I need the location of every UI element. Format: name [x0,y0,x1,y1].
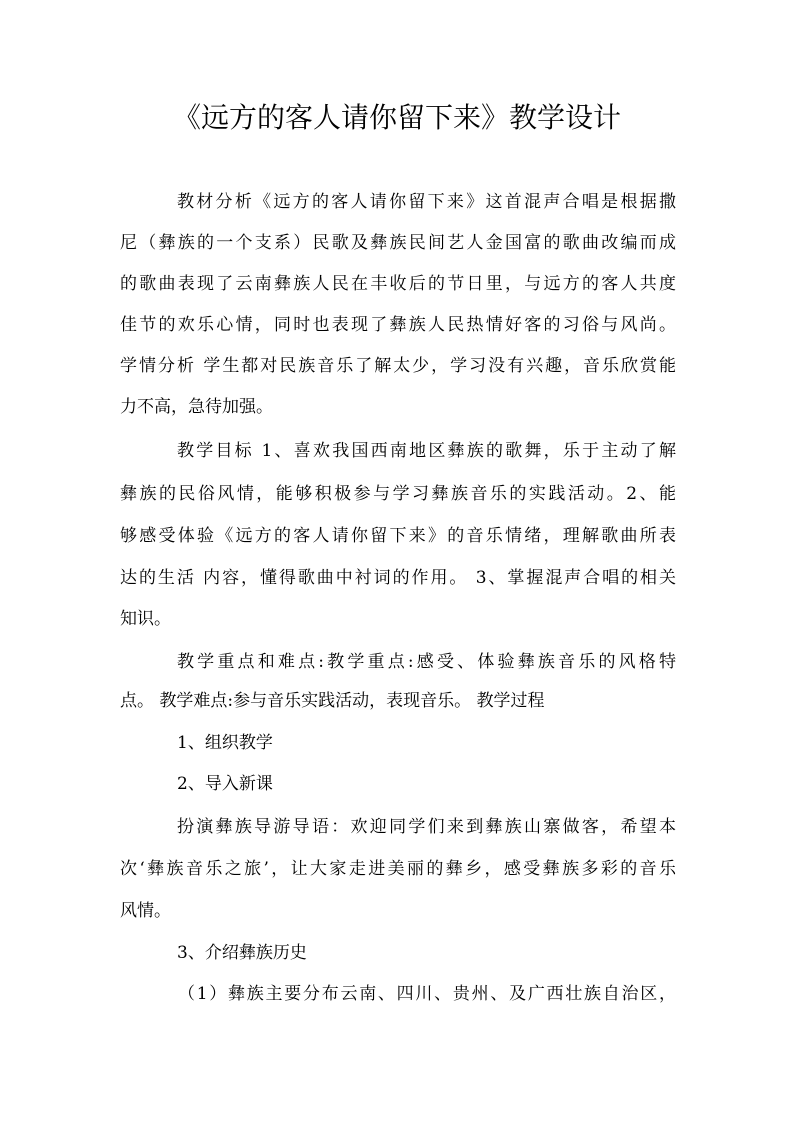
paragraph-line: 教材分析《远方的客人请你留下来》这首混声合唱是根据撒 [177,192,676,212]
paragraph-line: 达的生活 内容，懂得歌曲中衬词的作用。 3、掌握混声合唱的相关 [120,568,676,588]
paragraph-line: 次‘彝族音乐之旅’，让大家走进美丽的彝乡，感受彝族多彩的音乐 [120,859,676,879]
paragraph-line: （1）彝族主要分布云南、四川、贵州、及广西壮族自治区， [178,984,676,1004]
paragraph-line: 力不高，急待加强。 [120,397,273,417]
paragraph-line: 扮演彝族导游导语：欢迎同学们来到彝族山寨做客，希望本 [177,817,676,837]
document-title: 《远方的客人请你留下来》教学设计 [172,101,621,134]
section-heading: 3、介绍彝族历史 [177,943,307,963]
paragraph-line: 的歌曲表现了云南彝族人民在丰收后的节日里，与远方的客人共度 [120,274,676,294]
paragraph-line: 够感受体验《远方的客人请你留下来》的音乐情绪，理解歌曲所表 [120,526,676,546]
paragraph-line: 风情。 [120,901,171,921]
section-heading: 1、组织教学 [177,733,273,753]
paragraph-line: 点。 教学难点:参与音乐实践活动，表现音乐。 教学过程 [120,691,545,711]
paragraph-line: 彝族的民俗风情，能够积极参与学习彝族音乐的实践活动。2、能 [120,484,676,504]
paragraph-line: 教学目标 1、喜欢我国西南地区彝族的歌舞，乐于主动了解 [177,441,676,461]
section-heading: 2、导入新课 [177,774,273,794]
paragraph-line: 佳节的欢乐心情，同时也表现了彝族人民热情好客的习俗与风尚。 [120,315,676,335]
paragraph-line: 学情分析 学生都对民族音乐了解太少，学习没有兴趣，音乐欣赏能 [120,356,676,376]
paragraph-line: 尼（彝族的一个支系）民歌及彝族民间艺人金国富的歌曲改编而成 [120,233,676,253]
paragraph-line: 教学重点和难点:教学重点:感受、体验彝族音乐的风格特 [177,652,676,672]
paragraph-line: 知识。 [120,609,171,629]
